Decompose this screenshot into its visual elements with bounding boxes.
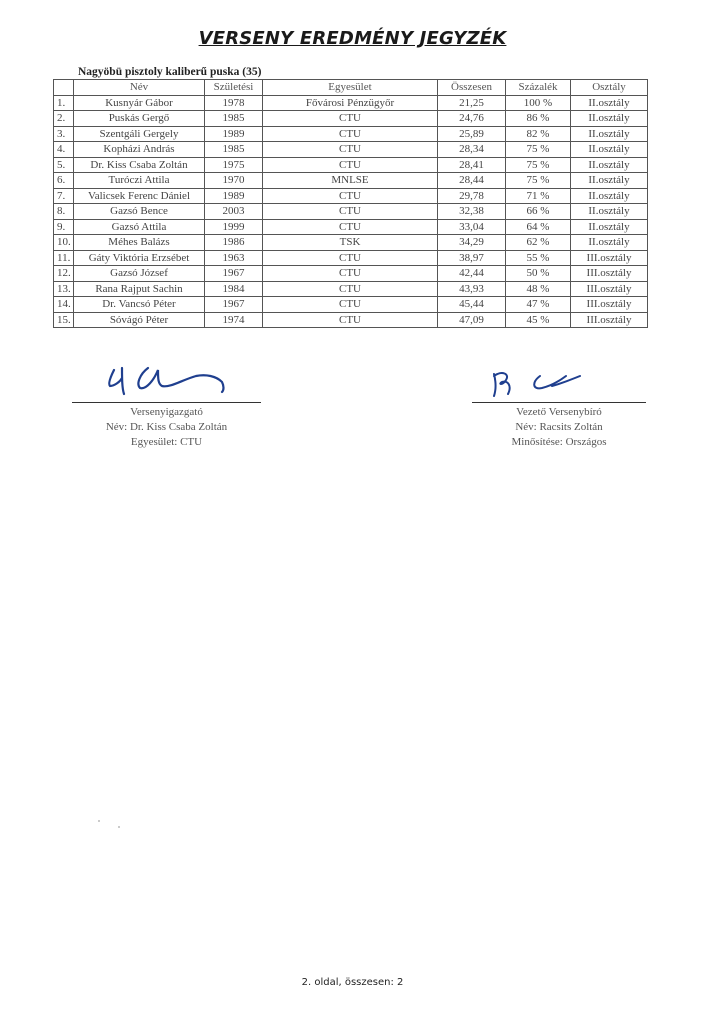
- results-table: [53, 79, 648, 328]
- total-cell: 28,34: [438, 142, 506, 158]
- total-cell: 32,38: [438, 204, 506, 220]
- club-cell: CTU: [263, 142, 438, 158]
- class-cell: II.osztály: [571, 95, 648, 111]
- club-cell: CTU: [263, 266, 438, 282]
- table-row: [54, 297, 648, 313]
- class-cell: II.osztály: [571, 188, 648, 204]
- percent-cell: 48 %: [506, 281, 571, 297]
- club-cell: CTU: [263, 126, 438, 142]
- total-cell: 28,41: [438, 157, 506, 173]
- rank-cell: 3.: [54, 126, 74, 142]
- club-cell: Fővárosi Pénzügyőr: [263, 95, 438, 111]
- column-header: Osztály: [571, 80, 648, 96]
- percent-cell: 50 %: [506, 266, 571, 282]
- table-body: [54, 95, 648, 328]
- rank-cell: 14.: [54, 297, 74, 313]
- director-name: Név: Dr. Kiss Csaba Zoltán: [105, 421, 228, 433]
- judge-signature-line: [472, 402, 646, 403]
- total-cell: 28,44: [438, 173, 506, 189]
- rank-cell: 2.: [54, 111, 74, 127]
- birth-year-cell: 1974: [205, 312, 263, 328]
- column-header: Egyesület: [263, 80, 438, 96]
- percent-cell: 62 %: [506, 235, 571, 251]
- judge-name: Név: Racsits Zoltán: [515, 421, 603, 433]
- percent-cell: 86 %: [506, 111, 571, 127]
- judge-signature-block: [472, 405, 646, 450]
- rank-cell: 10.: [54, 235, 74, 251]
- total-cell: 43,93: [438, 281, 506, 297]
- rank-cell: 7.: [54, 188, 74, 204]
- club-cell: TSK: [263, 235, 438, 251]
- rank-cell: 11.: [54, 250, 74, 266]
- section-title: Nagyöbü pisztoly kaliberű puska (35): [78, 66, 262, 78]
- club-cell: CTU: [263, 219, 438, 235]
- table-row: [54, 111, 648, 127]
- name-cell: Gazsó Bence: [74, 204, 205, 220]
- percent-cell: 55 %: [506, 250, 571, 266]
- birth-year-cell: 2003: [205, 204, 263, 220]
- name-cell: Méhes Balázs: [74, 235, 205, 251]
- rank-cell: 12.: [54, 266, 74, 282]
- club-cell: CTU: [263, 157, 438, 173]
- name-cell: Puskás Gergő: [74, 111, 205, 127]
- name-cell: Kusnyár Gábor: [74, 95, 205, 111]
- director-role: Versenyigazgató: [130, 406, 203, 418]
- club-cell: CTU: [263, 188, 438, 204]
- birth-year-cell: 1989: [205, 188, 263, 204]
- total-cell: 29,78: [438, 188, 506, 204]
- club-cell: CTU: [263, 297, 438, 313]
- name-cell: Dr. Kiss Csaba Zoltán: [74, 157, 205, 173]
- birth-year-cell: 1970: [205, 173, 263, 189]
- scan-speck: [118, 826, 120, 828]
- rank-cell: 6.: [54, 173, 74, 189]
- rank-cell: 9.: [54, 219, 74, 235]
- table-row: [54, 142, 648, 158]
- table-row: [54, 126, 648, 142]
- table-row: [54, 312, 648, 328]
- table-row: [54, 281, 648, 297]
- percent-cell: 75 %: [506, 142, 571, 158]
- class-cell: III.osztály: [571, 250, 648, 266]
- director-signature-line: [72, 402, 261, 403]
- class-cell: II.osztály: [571, 219, 648, 235]
- class-cell: III.osztály: [571, 281, 648, 297]
- table-row: [54, 157, 648, 173]
- club-cell: CTU: [263, 281, 438, 297]
- table-header-row: [54, 80, 648, 96]
- total-cell: 25,89: [438, 126, 506, 142]
- director-signature: [100, 362, 260, 402]
- birth-year-cell: 1985: [205, 142, 263, 158]
- total-cell: 24,76: [438, 111, 506, 127]
- rank-cell: 13.: [54, 281, 74, 297]
- column-header: Születési: [205, 80, 263, 96]
- class-cell: II.osztály: [571, 157, 648, 173]
- percent-cell: 75 %: [506, 173, 571, 189]
- name-cell: Kopházi András: [74, 142, 205, 158]
- judge-signature: [488, 366, 608, 406]
- name-cell: Gazsó Attila: [74, 219, 205, 235]
- class-cell: II.osztály: [571, 111, 648, 127]
- class-cell: III.osztály: [571, 312, 648, 328]
- name-cell: Turóczi Attila: [74, 173, 205, 189]
- name-cell: Valicsek Ferenc Dániel: [74, 188, 205, 204]
- total-cell: 38,97: [438, 250, 506, 266]
- birth-year-cell: 1999: [205, 219, 263, 235]
- percent-cell: 71 %: [506, 188, 571, 204]
- class-cell: II.osztály: [571, 142, 648, 158]
- table-row: [54, 235, 648, 251]
- table-row: [54, 95, 648, 111]
- total-cell: 45,44: [438, 297, 506, 313]
- percent-cell: 100 %: [506, 95, 571, 111]
- birth-year-cell: 1975: [205, 157, 263, 173]
- name-cell: Rana Rajput Sachin: [74, 281, 205, 297]
- total-cell: 33,04: [438, 219, 506, 235]
- class-cell: II.osztály: [571, 235, 648, 251]
- percent-cell: 82 %: [506, 126, 571, 142]
- rank-cell: 4.: [54, 142, 74, 158]
- class-cell: II.osztály: [571, 173, 648, 189]
- name-cell: Gazsó József: [74, 266, 205, 282]
- rank-cell: 15.: [54, 312, 74, 328]
- name-cell: Szentgáli Gergely: [74, 126, 205, 142]
- column-header-rank: [54, 80, 74, 96]
- class-cell: III.osztály: [571, 297, 648, 313]
- judge-role: Vezető Versenybíró: [516, 406, 602, 418]
- birth-year-cell: 1967: [205, 297, 263, 313]
- table-row: [54, 266, 648, 282]
- club-cell: MNLSE: [263, 173, 438, 189]
- rank-cell: 1.: [54, 95, 74, 111]
- birth-year-cell: 1967: [205, 266, 263, 282]
- total-cell: 47,09: [438, 312, 506, 328]
- scan-speck: [98, 820, 100, 822]
- birth-year-cell: 1985: [205, 111, 263, 127]
- name-cell: Gáty Viktória Erzsébet: [74, 250, 205, 266]
- class-cell: II.osztály: [571, 204, 648, 220]
- page-footer: 2. oldal, összesen: 2: [301, 977, 404, 988]
- percent-cell: 47 %: [506, 297, 571, 313]
- club-cell: CTU: [263, 312, 438, 328]
- percent-cell: 45 %: [506, 312, 571, 328]
- total-cell: 34,29: [438, 235, 506, 251]
- birth-year-cell: 1984: [205, 281, 263, 297]
- document-title: VERSENY EREDMÉNY JEGYZÉK: [198, 28, 507, 49]
- name-cell: Sóvágó Péter: [74, 312, 205, 328]
- class-cell: III.osztály: [571, 266, 648, 282]
- club-cell: CTU: [263, 204, 438, 220]
- director-signature-block: [72, 405, 261, 450]
- birth-year-cell: 1963: [205, 250, 263, 266]
- name-cell: Dr. Vancsó Péter: [74, 297, 205, 313]
- birth-year-cell: 1989: [205, 126, 263, 142]
- percent-cell: 66 %: [506, 204, 571, 220]
- director-club: Egyesület: CTU: [130, 436, 203, 448]
- judge-qualification: Minősítése: Országos: [511, 436, 607, 448]
- table-row: [54, 173, 648, 189]
- birth-year-cell: 1978: [205, 95, 263, 111]
- club-cell: CTU: [263, 250, 438, 266]
- rank-cell: 8.: [54, 204, 74, 220]
- percent-cell: 64 %: [506, 219, 571, 235]
- table-row: [54, 219, 648, 235]
- class-cell: II.osztály: [571, 126, 648, 142]
- column-header: Név: [74, 80, 205, 96]
- total-cell: 42,44: [438, 266, 506, 282]
- rank-cell: 5.: [54, 157, 74, 173]
- table-row: [54, 250, 648, 266]
- birth-year-cell: 1986: [205, 235, 263, 251]
- total-cell: 21,25: [438, 95, 506, 111]
- percent-cell: 75 %: [506, 157, 571, 173]
- table-row: [54, 204, 648, 220]
- club-cell: CTU: [263, 111, 438, 127]
- table-row: [54, 188, 648, 204]
- column-header: Százalék: [506, 80, 571, 96]
- column-header: Összesen: [438, 80, 506, 96]
